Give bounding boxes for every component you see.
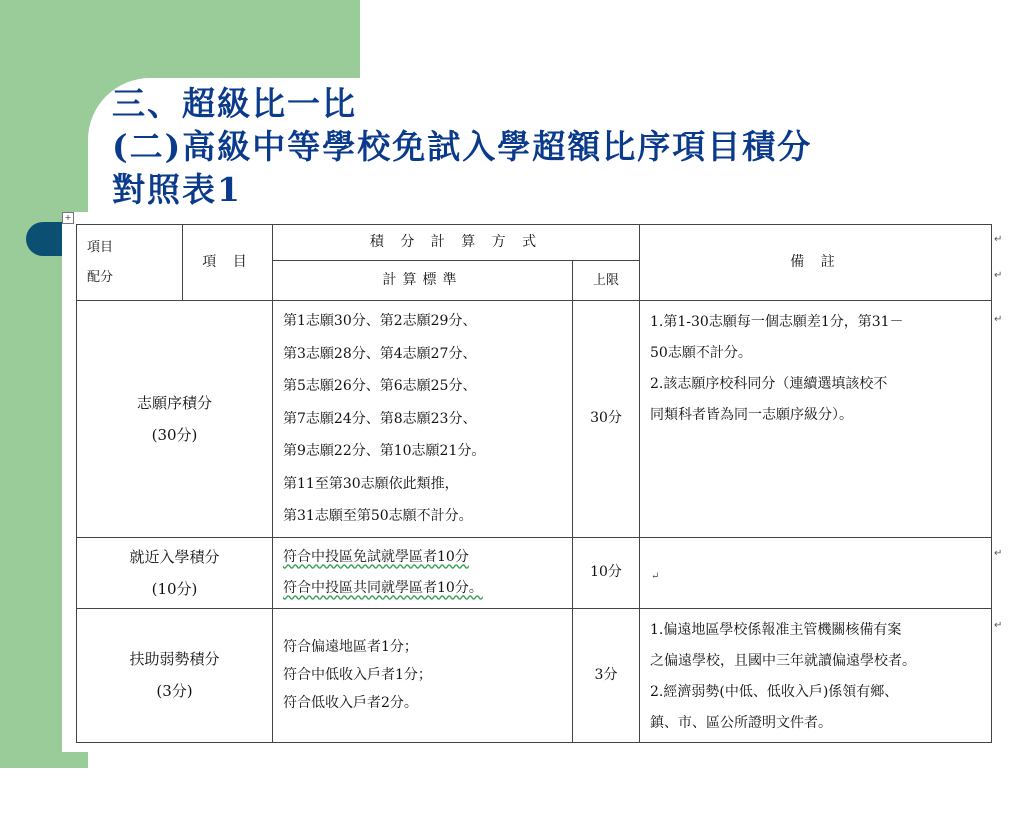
row1-standard-line: 第11至第30志願依此類推， [283, 475, 459, 492]
row-end-mark-icon: ↵ [994, 620, 1003, 631]
row1-category-points: (30分) [151, 425, 198, 444]
row-end-mark-icon: ↵ [994, 548, 1003, 559]
row-end-mark-icon: ↵ [994, 234, 1003, 245]
row2-standard-line: 符合中投區共同就學區者10分。 [283, 579, 483, 596]
row3-remark-line: 1.偏遠地區學校係報准主管機關核備有案 [650, 621, 902, 638]
teal-accent-tab [26, 222, 66, 256]
row1-remark [640, 301, 992, 538]
row-end-mark-icon: ↵ [994, 314, 1003, 325]
row3-category [77, 608, 273, 742]
header-standard: 計算標準 [273, 261, 573, 301]
row3-standard-line: 符合低收入戶者2分。 [283, 695, 418, 711]
row1-standard-line: 第3志願28分、第4志願27分、 [283, 345, 477, 362]
row2-limit: 10分 [573, 537, 640, 608]
paragraph-mark-icon: ↵ [651, 571, 660, 583]
row2-standard-line: 符合中投區免試就學區者10分 [283, 548, 469, 565]
row3-category-points: (3分) [156, 682, 193, 700]
row2-remark-empty [640, 537, 992, 608]
row1-remark-line: 2.該志願序校科同分（連續選填該校不 [650, 376, 888, 392]
row1-remark-line: 同類科者皆為同一志願序級分）。 [650, 407, 854, 423]
row1-standard-line: 第31志願至第50志願不計分。 [283, 508, 473, 524]
row3-remark-line: 鎮、市、區公所證明文件者。 [650, 714, 833, 731]
row2-category-points: (10分) [151, 579, 198, 598]
header-corner-bottom: 配分 [87, 269, 114, 285]
embedded-document-image [62, 212, 1003, 752]
header-remark: 備 註 [640, 225, 992, 301]
row1-category-name: 志願序積分 [136, 393, 212, 412]
table-row [77, 537, 992, 608]
row2-category [77, 537, 273, 608]
row3-standard-line: 符合偏遠地區者1分； [283, 639, 418, 655]
row3-remark-line: 之偏遠學校，且國中三年就讀偏遠學校者。 [650, 652, 917, 669]
row2-standard [273, 537, 573, 608]
row2-category-name: 就近入學積分 [129, 547, 220, 566]
score-comparison-table [76, 224, 992, 743]
title-line-2: (二)高級中等學校免試入學超額比序項目積分 [112, 127, 813, 166]
row3-limit: 3分 [573, 608, 640, 742]
header-method: 積 分 計 算 方 式 [273, 225, 640, 261]
table-row [77, 301, 992, 538]
header-limit: 上限 [573, 261, 640, 301]
row3-remark-line: 2.經濟弱勢(中低、低收入戶)係領有鄉、 [650, 683, 899, 700]
table-header-row [77, 225, 992, 261]
row1-standard [273, 301, 573, 538]
row1-standard-line: 第9志願22分、第10志願21分。 [283, 443, 486, 459]
row3-standard-line: 符合中低收入戶者1分； [283, 667, 432, 683]
row3-standard [273, 608, 573, 742]
table-anchor-icon: + [62, 212, 74, 224]
row3-remark [640, 608, 992, 742]
row1-standard-line: 第7志願24分、第8志願23分、 [283, 410, 477, 427]
row-end-mark-icon: ↵ [994, 270, 1003, 281]
row1-standard-line: 第5志願26分、第6志願25分、 [283, 378, 477, 394]
header-corner-top: 項目 [87, 239, 114, 255]
header-corner-cell [77, 225, 183, 301]
row1-remark-line: 1.第1-30志願每一個志願差1分，第31－ [650, 314, 904, 330]
row1-remark-line: 50志願不計分。 [650, 345, 752, 361]
slide-title [112, 82, 992, 211]
row1-limit: 30分 [573, 301, 640, 538]
title-line-3: 對照表1 [112, 170, 242, 209]
title-line-1: 三、超級比一比 [112, 84, 357, 123]
row3-category-name: 扶助弱勢積分 [129, 650, 220, 668]
header-item: 項 目 [183, 225, 273, 301]
table-row [77, 608, 992, 742]
row1-standard-line: 第1志願30分、第2志願29分、 [283, 313, 477, 329]
row1-category [77, 301, 273, 538]
